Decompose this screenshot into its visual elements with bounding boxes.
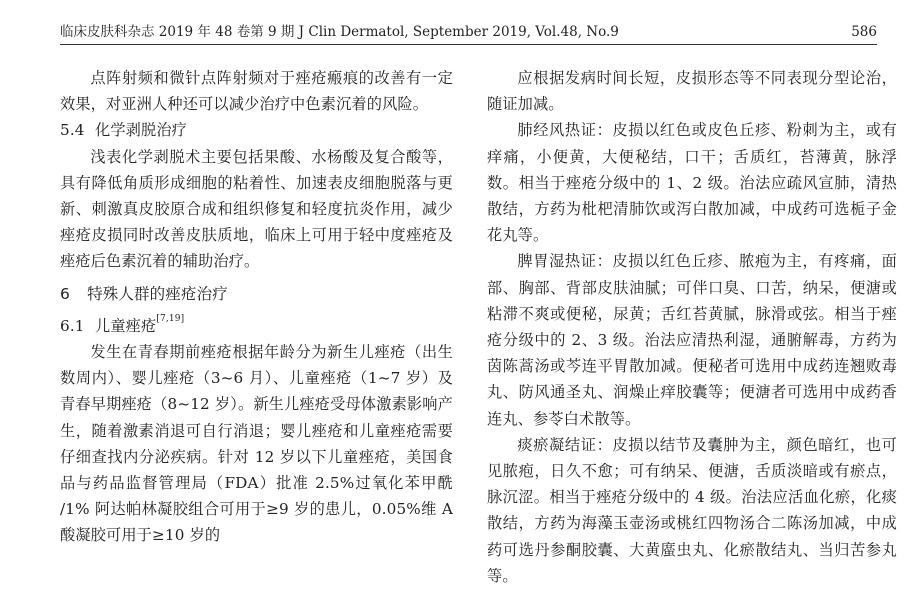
paragraph-rf-acne-scars: 点阵射频和微针点阵射频对于痤疮瘢痕的改善有一定效果，对亚洲人种还可以减少治疗中色素沉着的风险。	[60, 69, 453, 114]
section-number: 6.1	[60, 316, 85, 335]
left-column	[60, 65, 453, 549]
running-header	[60, 22, 877, 45]
paragraph-chemical-peel: 浅表化学剥脱术主要包括果酸、水杨酸及复合酸等，具有降低角质形成细胞的粘着性、加速表皮细胞脱落与更新、刺激真皮胶原合成和组织修复和轻度抗炎作用，减少痤疮皮损同时改善皮肤质地，临床上可用于轻中度痤疮及痤疮后色素沉着的辅助治疗。	[60, 147, 453, 271]
section-heading-6	[60, 281, 453, 307]
paragraph-spleen-stomach-damp-heat: 脾胃湿热证：皮损以红色丘疹、脓疱为主，有疼痛，面部、胸部、背部皮肤油腻；可伴口臭、口苦，纳呆，便溏或粘滞不爽或便秘，尿黄；舌红苔黄腻，脉滑或弦。相当于痤疮分级中的 2、3 级。治法应清热利湿，通腑解毒，方药为茵陈蒿汤或芩连平胃散加减。便秘者可选用中成药连翘败毒丸、防风通圣丸、润燥止痒胶囊等；便溏者可选用中成药香连丸、参苓白术散等。	[487, 252, 897, 428]
section-title: 化学剥脱治疗	[94, 121, 188, 140]
paragraph-lung-wind-heat: 肺经风热证：皮损以红色或皮色丘疹、粉刺为主，或有痒痛，小便黄，大便秘结，口干；舌质红，苔薄黄，脉浮数。相当于痤疮分级中的 1、2 级。治法应疏风宣肺，清热散结，方药为枇杷清肺饮或泻白散加减，中成药可选栀子金花丸等。	[487, 121, 897, 245]
section-title: 特殊人群的痤疮治疗	[87, 284, 228, 303]
paragraph-syndrome-differentiation: 应根据发病时间长短，皮损形态等不同表现分型论治，随证加减。	[487, 69, 897, 114]
citation-reference: [7,19]	[156, 313, 185, 324]
journal-citation: 临床皮肤科杂志 2019 年 48 卷第 9 期 J Clin Dermatol, September 2019, Vol.48, No.9	[60, 24, 619, 40]
section-heading-5-4	[60, 117, 453, 143]
page-number: 586	[851, 24, 877, 40]
section-number: 5.4	[60, 121, 85, 140]
section-number: 6	[60, 284, 71, 303]
paragraph-childhood-acne: 发生在青春期前痤疮根据年龄分为新生儿痤疮（出生数周内）、婴儿痤疮（3~6 月）、儿童痤疮（1~7 岁）及青春早期痤疮（8~12 岁）。新生儿痤疮受母体激素影响产生，随着激素消退可自行消退；婴儿痤疮和儿童痤疮需要仔细查找内分泌疾病。针对 12 岁以下儿童痤疮，美国食品与药品监督管理局（FDA）批准 2.5%过氧化苯甲酰 /1% 阿达帕林凝胶组合可用于≥9 岁的患儿，0.05%维 A 酸凝胶可用于≥10 岁的	[60, 342, 453, 545]
right-column	[487, 65, 897, 589]
section-heading-6-1	[60, 313, 453, 339]
section-title: 儿童痤疮	[94, 316, 157, 335]
paragraph-phlegm-stasis: 痰瘀凝结证：皮损以结节及囊肿为主，颜色暗红，也可见脓疱，日久不愈；可有纳呆、便溏，舌质淡暗或有瘀点，脉沉涩。相当于痤疮分级中的 4 级。治法应活血化瘀，化痰散结，方药为海藻玉壶汤或桃红四物汤合二陈汤加减，中成药可选丹参酮胶囊、大黄䗪虫丸、化瘀散结丸、当归苦参丸等。	[487, 435, 897, 585]
